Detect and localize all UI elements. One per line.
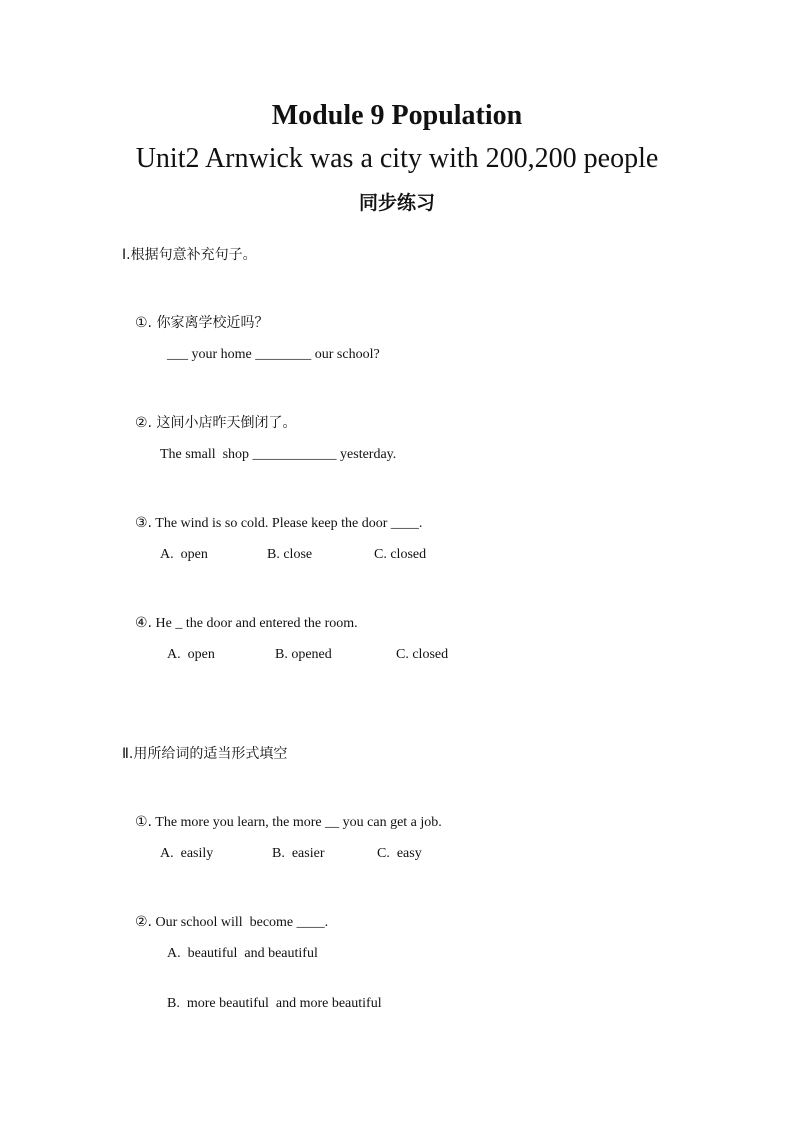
page-title: Module 9 Population <box>271 100 523 131</box>
question-1-1 <box>121 296 268 351</box>
question-number: ④. <box>135 615 153 631</box>
question-1-2-answer: The small shop ____________ yesterday. <box>160 447 397 462</box>
question-2-2 <box>121 895 328 950</box>
option-a: A. beautiful and beautiful <box>167 946 318 961</box>
question-text: The more you learn, the more __ you can get a job. <box>152 815 442 830</box>
question-text: Our school will become ____. <box>152 915 329 930</box>
option-c: C. closed <box>374 547 427 562</box>
question-number: ②. <box>135 415 153 431</box>
section-1-label: Ⅰ.根据句意补充句子。 <box>122 247 257 263</box>
question-number: ①. <box>135 315 153 331</box>
option-b: B. opened <box>275 647 332 662</box>
section-2-label: Ⅱ.用所给词的适当形式填空 <box>122 746 288 762</box>
question-1-1-answer: ___ your home ________ our school? <box>167 347 380 362</box>
option-a: A. easily <box>160 846 214 861</box>
question-number: ①. <box>135 814 153 830</box>
question-text: He _ the door and entered the room. <box>152 616 358 631</box>
exercise-heading: 同步练习 <box>358 192 435 214</box>
question-1-4 <box>121 596 358 651</box>
question-number: ③. <box>135 515 153 531</box>
question-text: 这间小店昨天倒闭了。 <box>152 415 297 431</box>
question-1-2 <box>121 396 296 451</box>
question-number: ②. <box>135 914 153 930</box>
question-2-1 <box>121 795 442 850</box>
option-c: C. closed <box>396 647 449 662</box>
question-text: 你家离学校近吗？ <box>152 315 269 331</box>
option-b: B. easier <box>272 846 325 861</box>
option-b: B. close <box>267 547 313 562</box>
question-1-3 <box>121 496 422 551</box>
option-a: A. open <box>160 547 208 562</box>
page-subtitle: Unit2 Arnwick was a city with 200,200 people <box>135 143 659 174</box>
question-text: The wind is so cold. Please keep the door ____. <box>152 516 423 531</box>
option-a: A. open <box>167 647 215 662</box>
option-c: C. easy <box>377 846 422 861</box>
option-b: B. more beautiful and more beautiful <box>167 996 382 1011</box>
